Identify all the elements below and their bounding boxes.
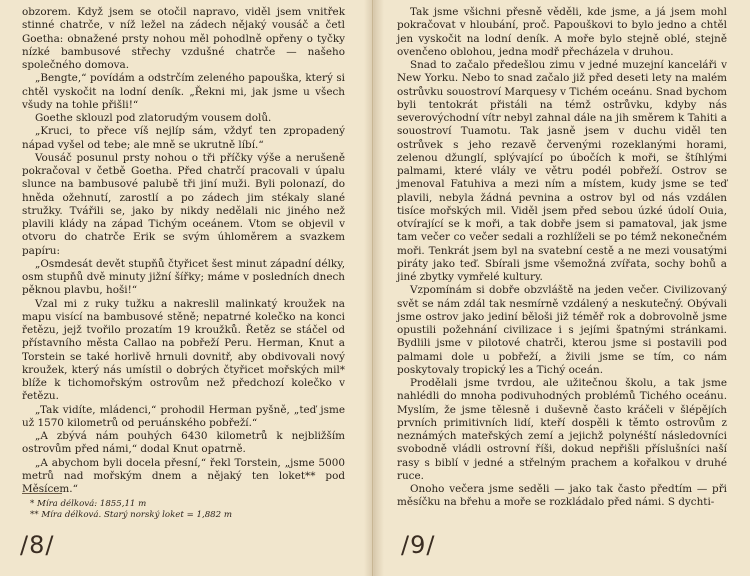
footnote: ** Míra délková. Starý norský loket = 1,882 m — [30, 510, 232, 520]
paragraph: Tak jsme všichni přesně věděli, kde jsme, a já jsem mohl pokračovat v hloubání, proč. Papouškovi to bylo jedno a chtěl jen vyskočit na lodní deník. A moře bylo stejně oblé, stejně ovenčeno oblohou, jedna modř přecházela v druhou. — [397, 6, 727, 58]
paragraph: „Osmdesát devět stupňů čtyřicet šest minut západní délky, osm stupňů dvě minuty jižní šířky; máme v posledních dnech pěknou plavbu, hoši!“ — [22, 257, 345, 297]
paragraph: Snad to začalo předešlou zimu v jedné muzejní kanceláři v New Yorku. Nebo to snad začalo již před deseti lety na malém ostrůvku souostroví Marquesy v Tichém oceánu. Snad bychom byli tentokrát přistáli na témž ostrůvku, kdyby nás severovýchodní vítr nebyl zahnal dále na jih směrem k Tahiti a souostroví Tuamotu. Tak jasně jsem v duchu viděl ten ostrůvek s jeho rezavě červenými rozeklanými horami, zelenou džunglí, splývající po úbočích k moři, se štíhlými palmami, které vlály ve větru podél pobřeží. Ostrov se jmenoval Fatuhiva a mezi ním a místem, kudy jsme se teď plavili, nebyla žádná pevnina a ostrov byl od nás vzdálen tisíce mořských mil. Viděl jsem před sebou úzké údolí Ouia, otvírající se k moři, a tak dobře jsem si pamatoval, jak jsme tam večer co večer sedali a rozhlíželi se po témž nekonečném moři. Tenkrát jsem byl na svatební cestě a ne mezi vousatými piráty jako teď. Sbírali jsme všemožná zvířata, sochy bohů a jiné zbytky vymřelé kultury. — [397, 59, 727, 283]
paragraph: Goethe sklouzl pod zlatorudým vousem dolů. — [35, 112, 272, 124]
page-number: /8/ — [20, 531, 55, 559]
paragraph: Prodělali jsme tvrdou, ale užitečnou školu, a tak jsme nahlédli do mnoha podivuhodných problémů Tichého oceánu. Myslím, že jsme tělesně i duševně často kráčeli v šlépějích prvních primitivních lidí, kteří dospěli k těmto ostrovům z neznámých mateřských zemí a jejichž polynéští následovníci svobodně vládli ostrovní říši, dokud nepřišli příslušníci naší rasy s biblí v jedné a střelným prachem a kořalkou v druhé ruce. — [397, 377, 727, 482]
footnote-rule — [22, 493, 62, 494]
page-number: /9/ — [401, 531, 436, 559]
right-page-text — [397, 6, 727, 510]
paragraph: „A zbývá nám pouhých 6430 kilometrů k nejbližším ostrovům před námi,“ dodal Knut opatrně. — [22, 430, 345, 456]
paragraph: obzorem. Když jsem se otočil napravo, viděl jsem vnitřek stinné chatrče, v níž ležel na zádech nějaký vousáč a četl Goetha: obnažené prsty nohou měl pohodlně opřeny o tyčky nízké bambusové střechy vzdušné chatrče — našeho společného domova. — [22, 6, 345, 71]
left-page — [0, 0, 373, 576]
right-page — [373, 0, 750, 576]
paragraph: „A abychom byli docela přesní,“ řekl Torstein, „jsme 5000 metrů nad mořským dnem a nějaký ten loket** pod Měsícem.“ — [22, 456, 345, 495]
paragraph: Vzpomínám si dobře obzvláště na jeden večer. Civilizovaný svět se nám zdál tak nesmírně vzdálený a neskutečný. Obývali jsme ostrov jako jediní běloši již téměř rok a dobrovolně jsme opustili požehnání civilizace i s jejími špatnými stránkami. Bydlili jsme v pilotové chatrči, kterou jsme si postavili pod palmami dole u pobřeží, a živili jsme se tím, co nám poskytovaly tropický les a Tichý oceán. — [397, 284, 727, 376]
footnote: * Míra délková: 1855,11 m — [30, 499, 147, 509]
left-page-text — [22, 6, 345, 496]
paragraph: Onoho večera jsme seděli — jako tak často předtím — při měsíčku na břehu a moře se rozkládalo před námi. S dychti- — [397, 483, 727, 509]
paragraph: „Kruci, to přece víš nejlíp sám, vždyť ten zpropadený nápad vyšel od tebe; ale mně se ukrutně líbí.“ — [22, 125, 345, 151]
paragraph: „Tak vidíte, mládenci,“ prohodil Herman pyšně, „teď jsme už 1570 kilometrů od peruánského pobřeží.“ — [22, 403, 345, 429]
footnotes — [30, 499, 330, 521]
paragraph: „Bengte,“ povídám a odstrčím zeleného papouška, který si chtěl vyskočit na lodní deník. „Řekni mi, jak jsme u všech všudy na tohle přišli!“ — [22, 72, 345, 111]
paragraph: Vousáč posunul prsty nohou o tři příčky výše a nerušeně pokračoval v četbě Goetha. Před chatrčí pracovali v úpalu slunce na bambusové palubě tři jiní muži. Byli polonazí, do hněda ožehnutí, zarostlí a po zádech jim stékaly slané stružky. Tvářili se, jako by nikdy nedělali nic jiného než plavili klády na západ Tichým oceánem. Vtom se objevil v otvoru do chatrče Erik se svým úhloměrem a svazkem papíru: — [22, 151, 345, 257]
paragraph: Vzal mi z ruky tužku a nakreslil malinkatý kroužek na mapu visící na bambusové stěně; nepatrné kolečko na konci řetězu, jejž tvořilo prozatím 19 kroužků. Řetěz se stáčel od přístavního města Callao na pobřeží Peru. Herman, Knut a Torstein se také horlivě hrnuli dovnitř, aby obdivovali nový kroužek, který nás umístil o dobrých čtyřicet mořských mil* blíže k tichomořským ostrovům než předchozí kolečko v řetězu. — [22, 297, 345, 403]
